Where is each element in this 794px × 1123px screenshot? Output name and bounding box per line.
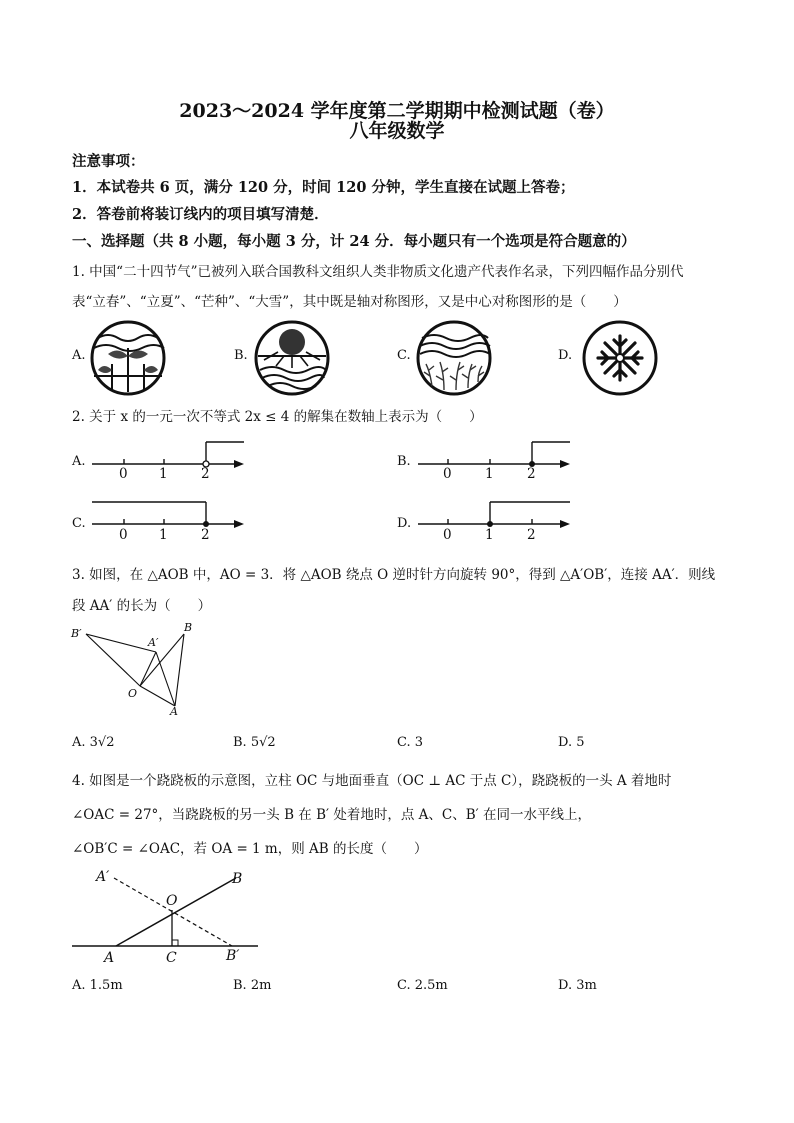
q4-label-c: C: [166, 950, 177, 966]
q3-stem-line2: 段 AA′ 的长为（ ）: [72, 598, 212, 614]
q3-option-d: D. 5: [558, 735, 585, 750]
q2-number-line-b: [414, 436, 574, 492]
q2-label-b: B.: [397, 454, 411, 469]
q3-option-c: C. 3: [397, 735, 424, 750]
q3-label-o: O: [128, 687, 138, 700]
q2-number-line-c: [88, 496, 248, 552]
q1-label-a: A.: [72, 348, 86, 363]
q3-stem-line1: 3. 如图，在 △AOB 中，AO = 3．将 △AOB 绕点 O 逆时针方向旋转 90°，得到 △A′OB′，连接 AA′．则线: [72, 567, 716, 583]
notice-item-2: 2．答卷前将装订线内的项目填写清楚．: [72, 206, 329, 223]
q4-stem-line1: 4. 如图是一个跷跷板的示意图，立柱 OC 与地面垂直（OC ⊥ AC 于点 C），跷跷板的一头 A 着地时: [72, 773, 672, 789]
q4-option-c: C. 2.5m: [397, 978, 448, 993]
q1-figure-a-sprout: [90, 320, 166, 396]
q2-d-tick-0: 0: [443, 527, 452, 543]
section-heading: 一、选择题（共 8 小题，每小题 3 分，计 24 分．每小题只有一个选项是符合题意的）: [72, 233, 636, 250]
q3-label-b: B: [184, 621, 193, 634]
q1-figure-d-snowflake: [582, 320, 658, 396]
q1-label-d: D.: [558, 348, 573, 363]
q3-option-a: A. 3√2: [72, 735, 115, 750]
q2-a-tick-1: 1: [159, 466, 168, 482]
q2-a-tick-0: 0: [119, 466, 128, 482]
q2-label-a: A.: [72, 454, 86, 469]
q2-b-tick-0: 0: [443, 466, 452, 482]
q1-stem-line1: 1. 中国“二十四节气”已被列入联合国教科文组织人类非物质文化遗产代表作名录，下列四幅作品分别代: [72, 264, 684, 280]
q4-label-a-prime: A′: [96, 869, 110, 885]
q2-b-tick-1: 1: [485, 466, 494, 482]
q4-label-b: B: [232, 871, 243, 887]
q4-label-a: A: [104, 950, 115, 966]
exam-subtitle: 八年级数学: [349, 120, 445, 142]
q2-b-tick-2: 2: [527, 466, 536, 482]
q4-stem-line2: ∠OAC = 27°，当跷跷板的另一头 B 在 B′ 处着地时，点 A、C、B′ 在同一水平线上，: [72, 807, 591, 823]
q4-label-b-prime: B′: [226, 948, 240, 964]
q3-label-a: A: [170, 705, 178, 718]
q2-label-c: C.: [72, 516, 86, 531]
q3-option-b: B. 5√2: [233, 735, 276, 750]
q1-stem-line2: 表“立春”、“立夏”、“芒种”、“大雪”，其中既是轴对称图形，又是中心对称图形的是（ ）: [72, 294, 627, 310]
q2-c-tick-1: 1: [159, 527, 168, 543]
q3-label-b-prime: B′: [71, 627, 82, 640]
q3-label-a-prime: A′: [148, 636, 159, 649]
exam-title: 2023～2024 学年度第二学期期中检测试题（卷）: [179, 100, 615, 122]
q2-number-line-d: [414, 496, 574, 552]
q4-stem-line3: ∠OB′C = ∠OAC，若 OA = 1 m，则 AB 的长度（ ）: [72, 841, 428, 857]
q3-triangle-figure: [72, 620, 212, 720]
q2-d-tick-2: 2: [527, 527, 536, 543]
q1-label-c: C.: [397, 348, 411, 363]
q1-figure-c-grain: [416, 320, 492, 396]
notice-heading: 注意事项：: [72, 153, 145, 170]
notice-item-1: 1．本试卷共 6 页，满分 120 分，时间 120 分钟，学生直接在试题上答卷；: [72, 179, 575, 196]
q2-c-tick-2: 2: [201, 527, 210, 543]
q2-d-tick-1: 1: [485, 527, 494, 543]
q1-label-b: B.: [234, 348, 248, 363]
q2-a-tick-2: 2: [201, 466, 210, 482]
q2-stem: 2. 关于 x 的一元一次不等式 2x ≤ 4 的解集在数轴上表示为（ ）: [72, 409, 483, 425]
q2-label-d: D.: [397, 516, 412, 531]
q1-figure-b-sun: [254, 320, 330, 396]
q2-number-line-a: [88, 436, 248, 492]
q2-c-tick-0: 0: [119, 527, 128, 543]
q4-option-b: B. 2m: [233, 978, 272, 993]
q4-option-a: A. 1.5m: [72, 978, 123, 993]
q4-label-o: O: [166, 893, 178, 909]
q4-option-d: D. 3m: [558, 978, 597, 993]
